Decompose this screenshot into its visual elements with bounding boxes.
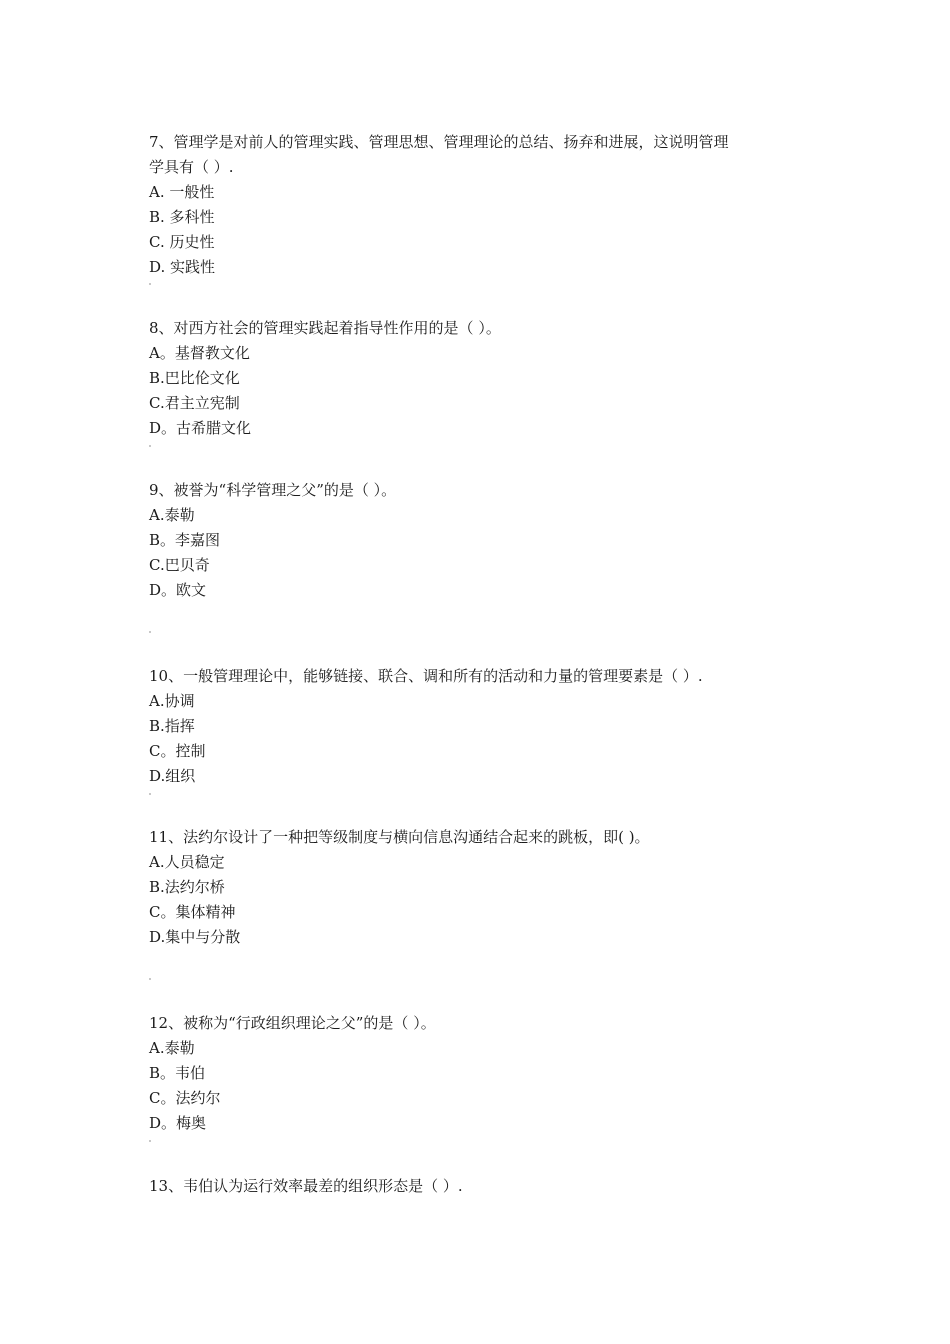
question-stem-line: 12、被称为“行政组织理论之父”的是（ ）。 [149, 1014, 436, 1032]
question-8 [149, 316, 809, 441]
option-c: C.君主立宪制 [149, 394, 240, 412]
option-c: C.巴贝奇 [149, 556, 210, 574]
question-10 [149, 664, 809, 789]
option-a: A。基督教文化 [149, 344, 250, 362]
option-b: B。李嘉图 [149, 531, 221, 549]
question-stem-line: 学具有（ ）. [149, 158, 234, 176]
option-a: A.泰勒 [149, 1039, 195, 1057]
option-b: B.指挥 [149, 717, 195, 735]
separator-dot [149, 1140, 151, 1142]
option-b: B。韦伯 [149, 1064, 206, 1082]
separator-dot [149, 445, 151, 447]
question-stem-line: 11、法约尔设计了一种把等级制度与横向信息沟通结合起来的跳板，即( )。 [149, 828, 650, 846]
question-11 [149, 825, 809, 950]
option-c: C。法约尔 [149, 1089, 221, 1107]
question-stem-line: 9、被誉为“科学管理之父”的是（ ）。 [149, 481, 397, 499]
option-a: A. 一般性 [149, 183, 215, 201]
question-12 [149, 1011, 809, 1136]
option-d: D。欧文 [149, 581, 207, 599]
question-stem-line: 10、一般管理理论中，能够链接、联合、调和所有的活动和力量的管理要素是（ ）. [149, 667, 703, 685]
question-stem-line: 8、对西方社会的管理实践起着指导性作用的是（ ）。 [149, 319, 501, 337]
option-d: D. 实践性 [149, 258, 216, 276]
separator-dot [149, 283, 151, 285]
option-c: C. 历史性 [149, 233, 215, 251]
question-7 [149, 130, 809, 280]
separator-dot [149, 978, 151, 980]
separator-dot [149, 631, 151, 633]
option-c: C。集体精神 [149, 903, 236, 921]
option-b: B.巴比伦文化 [149, 369, 240, 387]
option-d: D。梅奥 [149, 1114, 207, 1132]
option-d: D.组织 [149, 767, 196, 785]
option-a: A.协调 [149, 692, 195, 710]
option-b: B.法约尔桥 [149, 878, 225, 896]
question-stem-line: 7、管理学是对前人的管理实践、管理思想、管理理论的总结、扬弃和进展，这说明管理 [149, 133, 729, 151]
question-9 [149, 478, 809, 603]
question-13 [149, 1174, 809, 1199]
separator-dot [149, 793, 151, 795]
option-a: A.人员稳定 [149, 853, 225, 871]
option-d: D.集中与分散 [149, 928, 241, 946]
option-c: C。控制 [149, 742, 206, 760]
option-a: A.泰勒 [149, 506, 195, 524]
question-stem-line: 13、韦伯认为运行效率最差的组织形态是（ ）. [149, 1177, 463, 1195]
option-d: D。古希腊文化 [149, 419, 252, 437]
option-b: B. 多科性 [149, 208, 215, 226]
